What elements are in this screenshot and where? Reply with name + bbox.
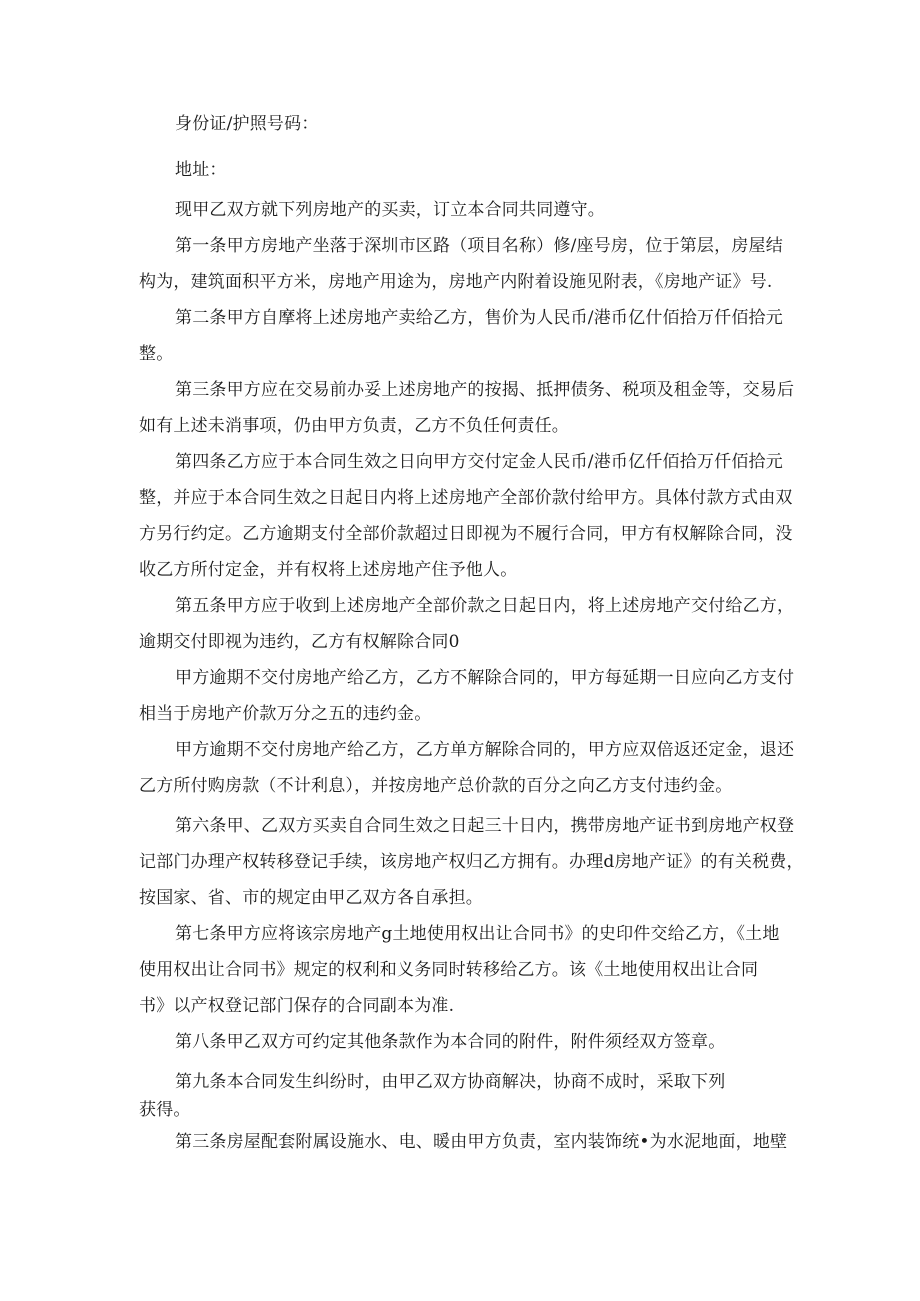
text-line: 第三条甲方应在交易前办妥上述房地产的按揭、抵押债务、税项及租金等，交易后 <box>175 380 795 400</box>
text-line: 第三条房屋配套附属设施水、电、暖由甲方负责，室内装饰统•为水泥地面，地壁 <box>175 1132 788 1152</box>
text-line: 身份证/护照号码： <box>175 114 319 134</box>
text-line: 整。 <box>139 344 174 364</box>
text-line: 地址： <box>175 160 227 180</box>
text-line: 使用权出让合同书》规定的权利和义务同时转移给乙方。该《土地使用权出让合同 <box>139 960 759 980</box>
text-line: 第七条甲方应将该宗房地产g土地使用权出让合同书》的史印件交给乙方，《土地 <box>175 924 780 944</box>
text-line: 现甲乙双方就下列房地产的买卖，订立本合同共同遵守。 <box>175 200 605 220</box>
text-line: 整，并应于本合同生效之日起日内将上述房地产全部价款付给甲方。具体付款方式由双 <box>139 488 793 508</box>
text-line: 记部门办理产权转移登记手续，该房地产权归乙方拥有。办理d房地产证》的有关税费， <box>139 852 804 872</box>
text-line: 第五条甲方应于收到上述房地产全部价款之日起日内，将上述房地产交付给乙方， <box>175 596 795 616</box>
text-line: 第九条本合同发生纠纷时，由甲乙双方协商解决，协商不成时，采取下列 <box>175 1072 726 1092</box>
text-line: 收乙方所付定金，并有权将上述房地产住予他人。 <box>139 560 518 580</box>
text-line: 按国家、省、市的规定由甲乙双方各自承担。 <box>139 888 483 908</box>
text-line: 第一条甲方房地产坐落于深圳市区路（项目名称）修/座号房，位于第层，房屋结 <box>175 236 783 256</box>
text-line: 书》以产权登记部门保存的合同副本为准. <box>139 996 455 1016</box>
text-line: 第二条甲方自摩将上述房地产卖给乙方，售价为人民币/港币亿什佰拾万仟佰拾元 <box>175 308 783 328</box>
text-line: 逾期交付即视为违约，乙方有权解除合同0 <box>139 632 460 652</box>
text-line: 甲方逾期不交付房地产给乙方，乙方不解除合同的，甲方每延期一日应向乙方支付 <box>175 668 795 688</box>
text-line: 第八条甲乙双方可约定其他条款作为本合同的附件，附件须经双方签章。 <box>175 1032 726 1052</box>
text-line: 方另行约定。乙方逾期支付全部价款超过日即视为不履行合同，甲方有权解除合同，没 <box>139 524 793 544</box>
text-line: 获得。 <box>139 1100 191 1120</box>
text-line: 第四条乙方应于本合同生效之日向甲方交付定金人民币/港币亿仟佰拾万仟佰拾元 <box>175 452 783 472</box>
text-line: 构为，建筑面积平方米，房地产用途为，房地产内附着设施见附表，《房地产证》号. <box>139 272 773 292</box>
text-line: 相当于房地产价款万分之五的违约金。 <box>139 704 432 724</box>
text-line: 第六条甲、乙双方买卖自合同生效之日起三十日内，携带房地产证书到房地产权登 <box>175 816 795 836</box>
text-line: 甲方逾期不交付房地产给乙方，乙方单方解除合同的，甲方应双倍返还定金，退还 <box>175 740 795 760</box>
text-line: 如有上述未消事项，仍由甲方负责，乙方不负任何责任。 <box>139 416 569 436</box>
text-line: 乙方所付购房款（不计利息），并按房地产总价款的百分之向乙方支付违约金。 <box>139 776 733 796</box>
